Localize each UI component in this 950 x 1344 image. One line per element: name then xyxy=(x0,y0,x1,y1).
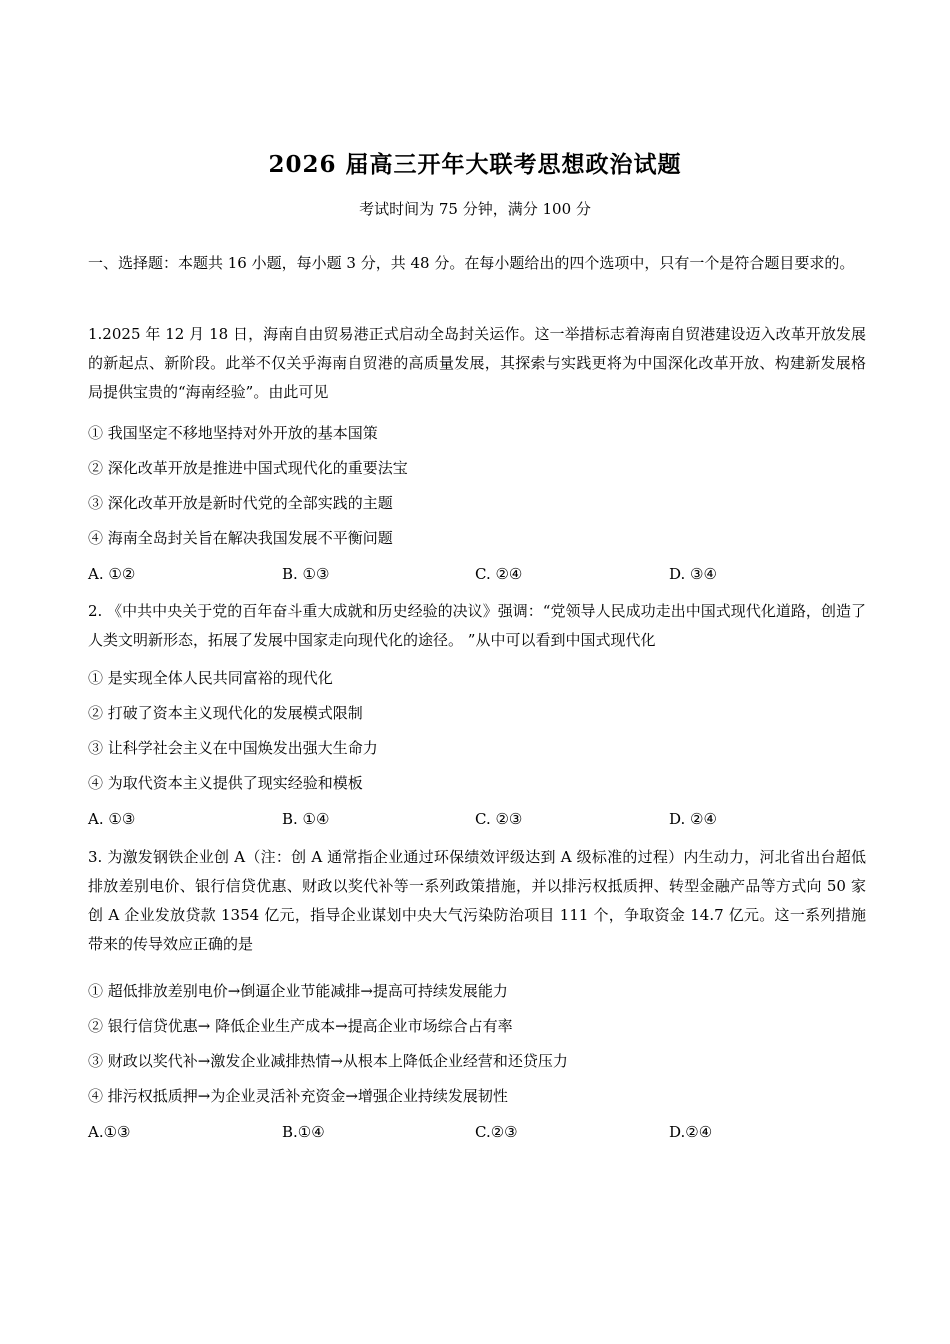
question-2-option-2: ② 打破了资本主义现代化的发展模式限制 xyxy=(88,704,363,722)
question-1-answers xyxy=(88,564,866,584)
question-2-answer-c: C. ②③ xyxy=(475,810,523,828)
question-3-answer-b: B.①④ xyxy=(282,1123,325,1141)
question-1-option-2: ② 深化改革开放是推进中国式现代化的重要法宝 xyxy=(88,459,408,477)
exam-subtitle: 考试时间为 75 分钟，满分 100 分 xyxy=(359,200,591,218)
question-2-answer-a: A. ①③ xyxy=(88,810,136,828)
question-1-option-1: ① 我国坚定不移地坚持对外开放的基本国策 xyxy=(88,424,378,442)
question-3-option-2: ② 银行信贷优惠→ 降低企业生产成本→提高企业市场综合占有率 xyxy=(88,1017,513,1035)
question-3-answer-a: A.①③ xyxy=(88,1123,131,1141)
question-1-stem: 1.2025 年 12 月 18 日，海南自由贸易港正式启动全岛封关运作。这一举措标志着海南自贸港建设迈入改革开放发展的新起点、新阶段。此举不仅关乎海南自贸港的高质量发展，其探索与实践更将为中国深化改革开放、构建新发展格局提供宝贵的“海南经验”。由此可见 xyxy=(88,325,866,401)
question-2-answer-b: B. ①④ xyxy=(282,810,330,828)
question-1-answer-d: D. ③④ xyxy=(669,565,717,583)
question-1-answer-a: A. ①② xyxy=(88,565,136,583)
question-3-option-1: ① 超低排放差别电价→倒逼企业节能减排→提高可持续发展能力 xyxy=(88,982,508,1000)
question-1-option-3: ③ 深化改革开放是新时代党的全部实践的主题 xyxy=(88,494,393,512)
question-1-answer-b: B. ①③ xyxy=(282,565,330,583)
question-2-option-4: ④ 为取代资本主义提供了现实经验和模板 xyxy=(88,774,363,792)
section-intro: 一、选择题：本题共 16 小题，每小题 3 分，共 48 分。在每小题给出的四个选项中，只有一个是符合题目要求的。 xyxy=(88,254,855,272)
question-3-answers xyxy=(88,1122,866,1142)
question-2-answer-d: D. ②④ xyxy=(669,810,717,828)
question-3-answer-d: D.②④ xyxy=(669,1123,713,1141)
exam-title: 2026 届高三开年大联考思想政治试题 xyxy=(268,151,682,178)
question-3-option-4: ④ 排污权抵质押→为企业灵活补充资金→增强企业持续发展韧性 xyxy=(88,1087,508,1105)
question-2-answers xyxy=(88,809,866,829)
question-3-answer-c: C.②③ xyxy=(475,1123,518,1141)
question-2-option-3: ③ 让科学社会主义在中国焕发出强大生命力 xyxy=(88,739,378,757)
question-3-option-3: ③ 财政以奖代补→激发企业减排热情→从根本上降低企业经营和还贷压力 xyxy=(88,1052,568,1070)
question-1-answer-c: C. ②④ xyxy=(475,565,523,583)
question-1-option-4: ④ 海南全岛封关旨在解决我国发展不平衡问题 xyxy=(88,529,393,547)
question-3-stem: 3. 为激发钢铁企业创 A（注：创 A 通常指企业通过环保绩效评级达到 A 级标准的过程）内生动力，河北省出台超低排放差别电价、银行信贷优惠、财政以奖代补等一系列政策措施，并以排污权抵质押、转型金融产品等方式向 50 家创 A 企业发放贷款 1354 亿元，指导企业谋划中央大气污染防治项目 111 个，争取资金 14.7 亿元。这一系列措施带来的传导效应正确的是 xyxy=(88,848,866,953)
question-2-option-1: ① 是实现全体人民共同富裕的现代化 xyxy=(88,669,333,687)
question-2-stem: 2. 《中共中央关于党的百年奋斗重大成就和历史经验的决议》强调：“党领导人民成功走出中国式现代化道路，创造了人类文明新形态，拓展了发展中国家走向现代化的途径。 ”从中可以看到中国式现代化 xyxy=(88,602,866,649)
